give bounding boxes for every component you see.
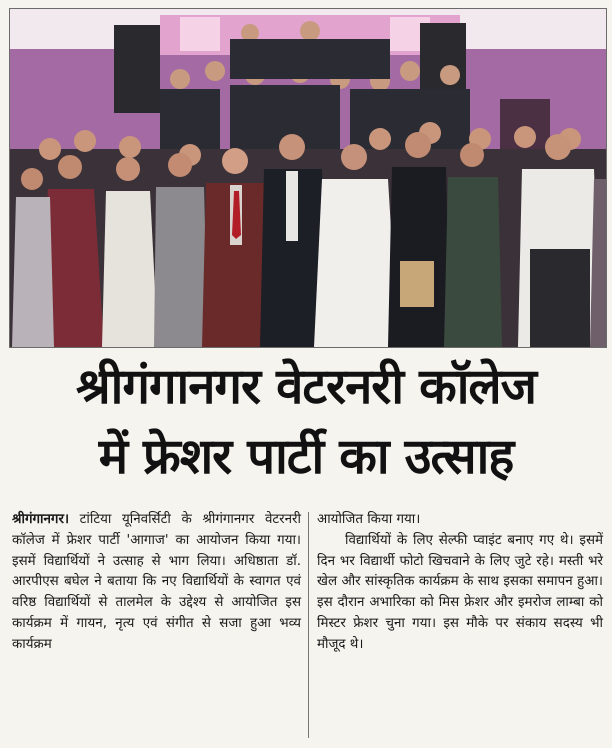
left-column-paragraph bbox=[12, 510, 301, 656]
column-divider bbox=[308, 512, 309, 738]
right-column-paragraph-wrap bbox=[317, 531, 603, 656]
right-column-first-line: आयोजित किया गया। bbox=[317, 512, 421, 527]
group-photo-illustration bbox=[10, 9, 606, 347]
group-photo bbox=[9, 8, 607, 348]
left-column-text: टांटिया यूनिवर्सिटी के श्रीगंगानगर वेटरनरी कॉलेज में फ्रेशर पार्टी 'आगाज' का आयोजन किया गया। इसमें विद्यार्थियों ने उत्साह से भाग लिया। अधिष्ठाता डॉ. आरपीएस बघेल ने बताया कि नए विद्यार्थियों के स्वागत एवं वरिष्ठ विद्यार्थियों से तालमेल के उद्देश्य से आयोजित इस कार्यक्रम में गायन, नृत्य एवं संगीत से सजा हुआ भव्य कार्यक्रम bbox=[12, 512, 301, 652]
headline-line-1: श्रीगंगानगर वेटरनरी कॉलेज bbox=[75, 358, 536, 415]
headline-line-2: में फ्रेशर पार्टी का उत्साह bbox=[98, 428, 514, 485]
article-column-left bbox=[12, 510, 301, 656]
dateline: श्रीगंगानगर। bbox=[12, 512, 70, 527]
article-column-right bbox=[317, 510, 603, 656]
right-column-paragraph: विद्यार्थियों के लिए सेल्फी प्वाइंट बनाए गए थे। इसमें दिन भर विद्यार्थी फोटो खिचवाने के लिए जुटे रहे। मस्ती भरे खेल और सांस्कृतिक कार्यक्रम के साथ इसका समापन हुआ। इस दौरान अभारिका को मिस फ्रेशर और इमरोज लाम्बा को मिस्टर फ्रेशर चुना गया। इस मौके पर संकाय सदस्य भी मौजूद थे। bbox=[317, 532, 603, 652]
